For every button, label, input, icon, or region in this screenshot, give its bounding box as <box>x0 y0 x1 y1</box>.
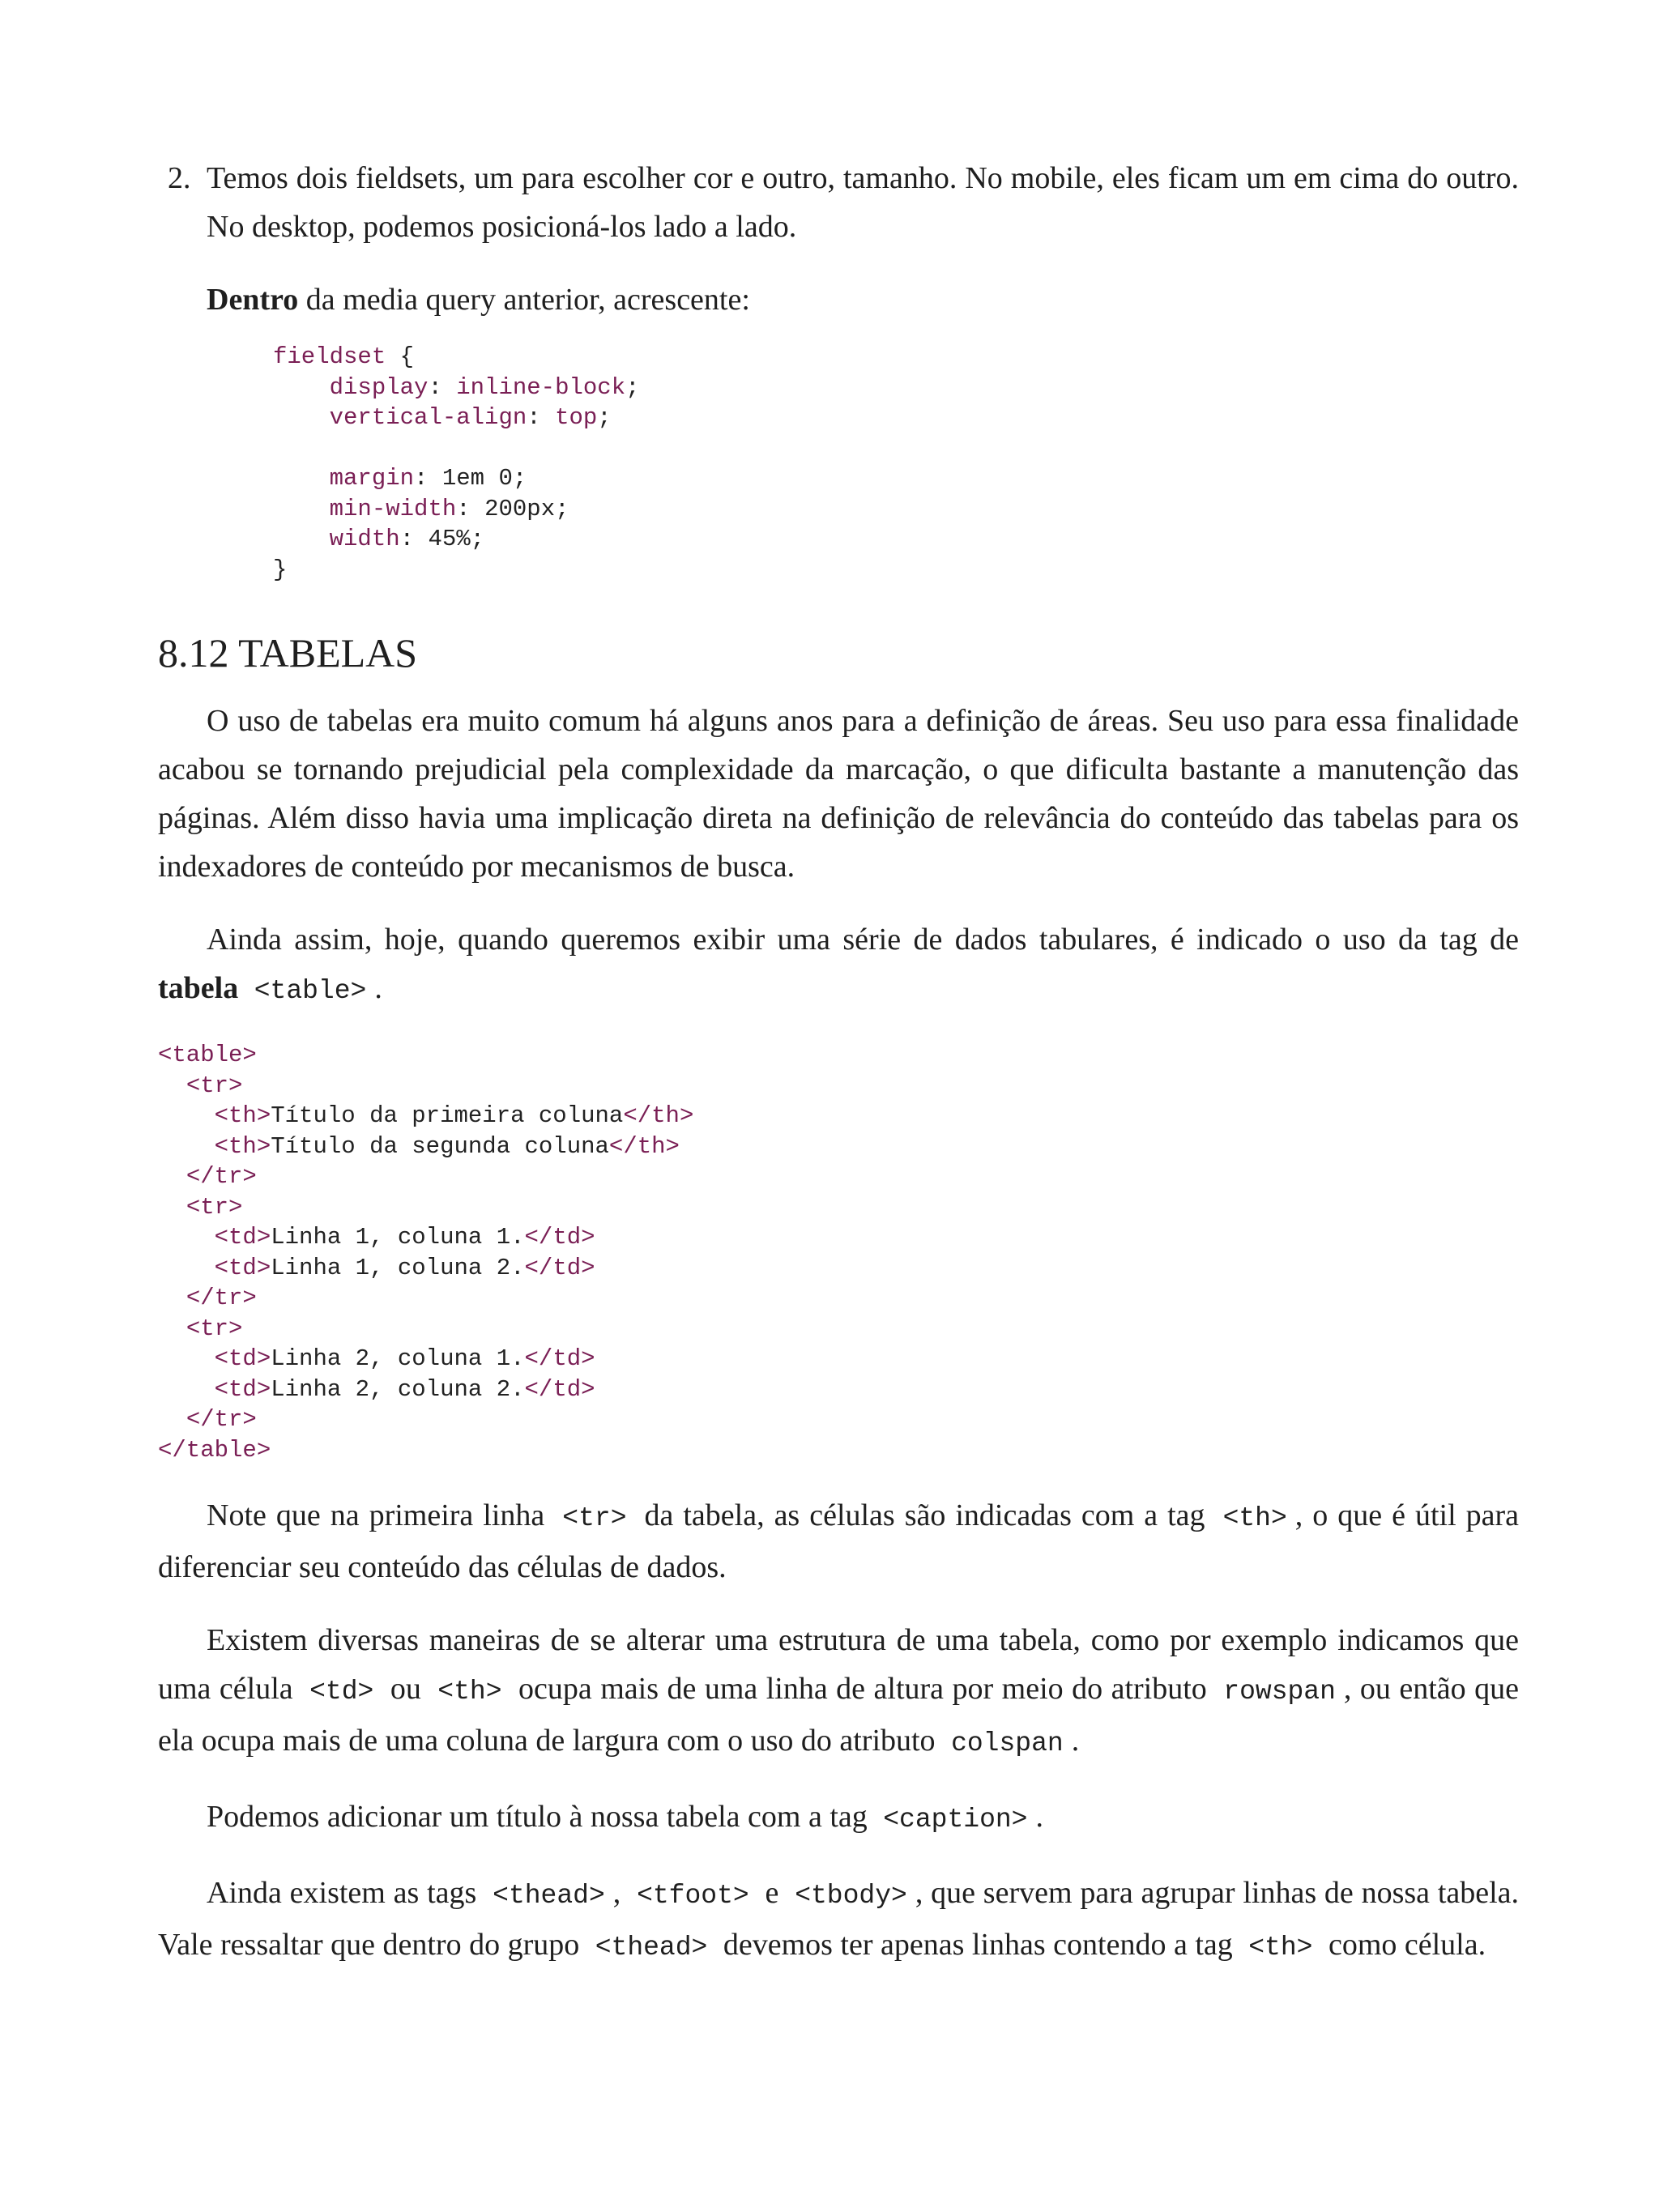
css-close-brace: } <box>273 556 288 583</box>
bold-term: tabela <box>158 971 239 1005</box>
css-code-block: fieldset { display: inline-block; vertical-align: top; margin: 1em 0; min-width: 200px; width: 45%; } <box>273 343 640 583</box>
css-selector: fieldset <box>273 343 386 370</box>
text-span: , <box>612 1876 621 1910</box>
text-span: Note que na primeira linha <box>207 1498 545 1532</box>
paragraph-table-tag <box>158 915 1519 1016</box>
inline-code: <tr> <box>562 1503 627 1533</box>
code-text: Linha 2, coluna 1. <box>271 1345 525 1372</box>
code-tag: </table> <box>158 1436 271 1464</box>
inline-code: <th> <box>1248 1933 1313 1963</box>
code-tag: </td> <box>524 1254 595 1281</box>
code-tag: <table> <box>158 1042 257 1068</box>
list-number: 2. <box>168 161 191 195</box>
css-prop: width <box>329 526 400 552</box>
code-tag: <td> <box>214 1345 271 1372</box>
code-tag: <th> <box>214 1132 271 1160</box>
list-item-text: Temos dois fieldsets, um para escolher cor e outro, tamanho. No mobile, eles ficam um em cima do outro. No desktop, podemos posicioná-los lado a lado. <box>207 161 1519 244</box>
code-text: Linha 1, coluna 1. <box>271 1224 525 1251</box>
paragraph-intro: O uso de tabelas era muito comum há alguns anos para a definição de áreas. Seu uso para essa finalidade acabou se tornando prejudicial pela complexidade da marcação, o que dificulta bastante a manutenção das páginas. Além disso havia uma implicação direta na definição de relevância do conteúdo das tabelas para os indexadores de conteúdo por mecanismos de busca. <box>158 704 1519 884</box>
code-tag: <th> <box>214 1102 271 1129</box>
inline-code: rowspan <box>1223 1677 1336 1707</box>
text-span: , que servem para agrupar linhas de nossa tabela. Vale ressaltar que dentro do grupo <box>158 1876 1520 1962</box>
code-tag: <tr> <box>186 1072 243 1099</box>
section-heading: 8.12 TABELAS <box>158 630 418 676</box>
text-span: Ainda existem as tags <box>207 1876 477 1910</box>
text-span: , o que é útil para diferenciar seu conteúdo das células de dados. <box>158 1498 1520 1584</box>
inline-code: <tfoot> <box>637 1881 749 1911</box>
inline-code: <th> <box>1222 1503 1287 1533</box>
code-tag: </tr> <box>186 1163 257 1190</box>
code-tag: </th> <box>623 1102 694 1129</box>
css-value: top <box>555 404 598 431</box>
code-text: Título da segunda coluna <box>271 1132 609 1160</box>
code-tag: <tr> <box>186 1315 243 1342</box>
code-tag: </td> <box>524 1375 595 1403</box>
paragraph-th-note <box>158 1491 1519 1592</box>
inline-code: <tbody> <box>795 1881 907 1911</box>
css-open-brace: { <box>386 343 415 370</box>
text-span: . <box>374 971 382 1005</box>
code-tag: </tr> <box>186 1406 257 1433</box>
text-span: Existem diversas maneiras de se alterar uma estrutura de uma tabela, como por exemplo indicamos que uma célula <box>158 1623 1519 1706</box>
code-tag: <td> <box>214 1375 271 1403</box>
css-value: inline-block <box>456 373 626 401</box>
code-text: Linha 2, coluna 2. <box>271 1375 525 1403</box>
text-span: . <box>1071 1724 1080 1758</box>
code-tag: <tr> <box>186 1193 243 1221</box>
inline-code: <caption> <box>883 1805 1028 1835</box>
text-span: da tabela, as células são indicadas com a tag <box>644 1498 1205 1532</box>
css-value: 45% <box>428 526 471 552</box>
text-span: Podemos adicionar um título à nossa tabela com a tag <box>207 1800 868 1834</box>
code-tag: </th> <box>608 1132 680 1160</box>
code-tag: </td> <box>524 1224 595 1251</box>
inline-code: colspan <box>951 1728 1064 1758</box>
inline-code: <th> <box>437 1677 502 1707</box>
code-tag: </td> <box>524 1345 595 1372</box>
html-code-block <box>158 1040 1519 1465</box>
text-span: ocupa mais de uma linha de altura por meio do atributo <box>518 1672 1207 1706</box>
inline-code: <thead> <box>493 1881 605 1911</box>
paragraph-groups <box>158 1869 1519 1972</box>
instruction-bold: Dentro <box>207 283 299 317</box>
css-prop: vertical-align <box>329 404 527 431</box>
inline-code: <table> <box>254 976 367 1006</box>
instruction-rest: da media query anterior, acrescente: <box>298 283 750 317</box>
list-item <box>158 154 1519 251</box>
css-value: 200px <box>484 495 556 522</box>
instruction-text <box>207 275 1519 324</box>
code-tag: <td> <box>214 1224 271 1251</box>
code-tag: <td> <box>214 1254 271 1281</box>
text-span: e <box>765 1876 779 1910</box>
text-span: . <box>1035 1800 1043 1834</box>
code-text: Título da primeira coluna <box>271 1102 624 1129</box>
text-span: , ou então que ela ocupa mais de uma coluna de largura com o uso do atributo <box>158 1672 1520 1758</box>
paragraph-rowspan <box>158 1616 1519 1768</box>
document-page <box>158 154 1519 1997</box>
text-span: ou <box>390 1672 421 1706</box>
inline-code: <thead> <box>595 1933 708 1963</box>
code-tag: </tr> <box>186 1285 257 1311</box>
inline-code: <td> <box>309 1677 374 1707</box>
code-text: Linha 1, coluna 2. <box>271 1254 525 1281</box>
paragraph-caption <box>158 1792 1519 1844</box>
text-span: como célula. <box>1328 1928 1486 1962</box>
text-span: Ainda assim, hoje, quando queremos exibir uma série de dados tabulares, é indicado o uso da tag de <box>207 923 1519 957</box>
text-span: devemos ter apenas linhas contendo a tag <box>723 1928 1233 1962</box>
css-prop: min-width <box>329 495 457 522</box>
css-prop: display <box>329 373 429 401</box>
css-prop: margin <box>329 465 415 492</box>
css-value: 1em 0 <box>441 465 513 492</box>
